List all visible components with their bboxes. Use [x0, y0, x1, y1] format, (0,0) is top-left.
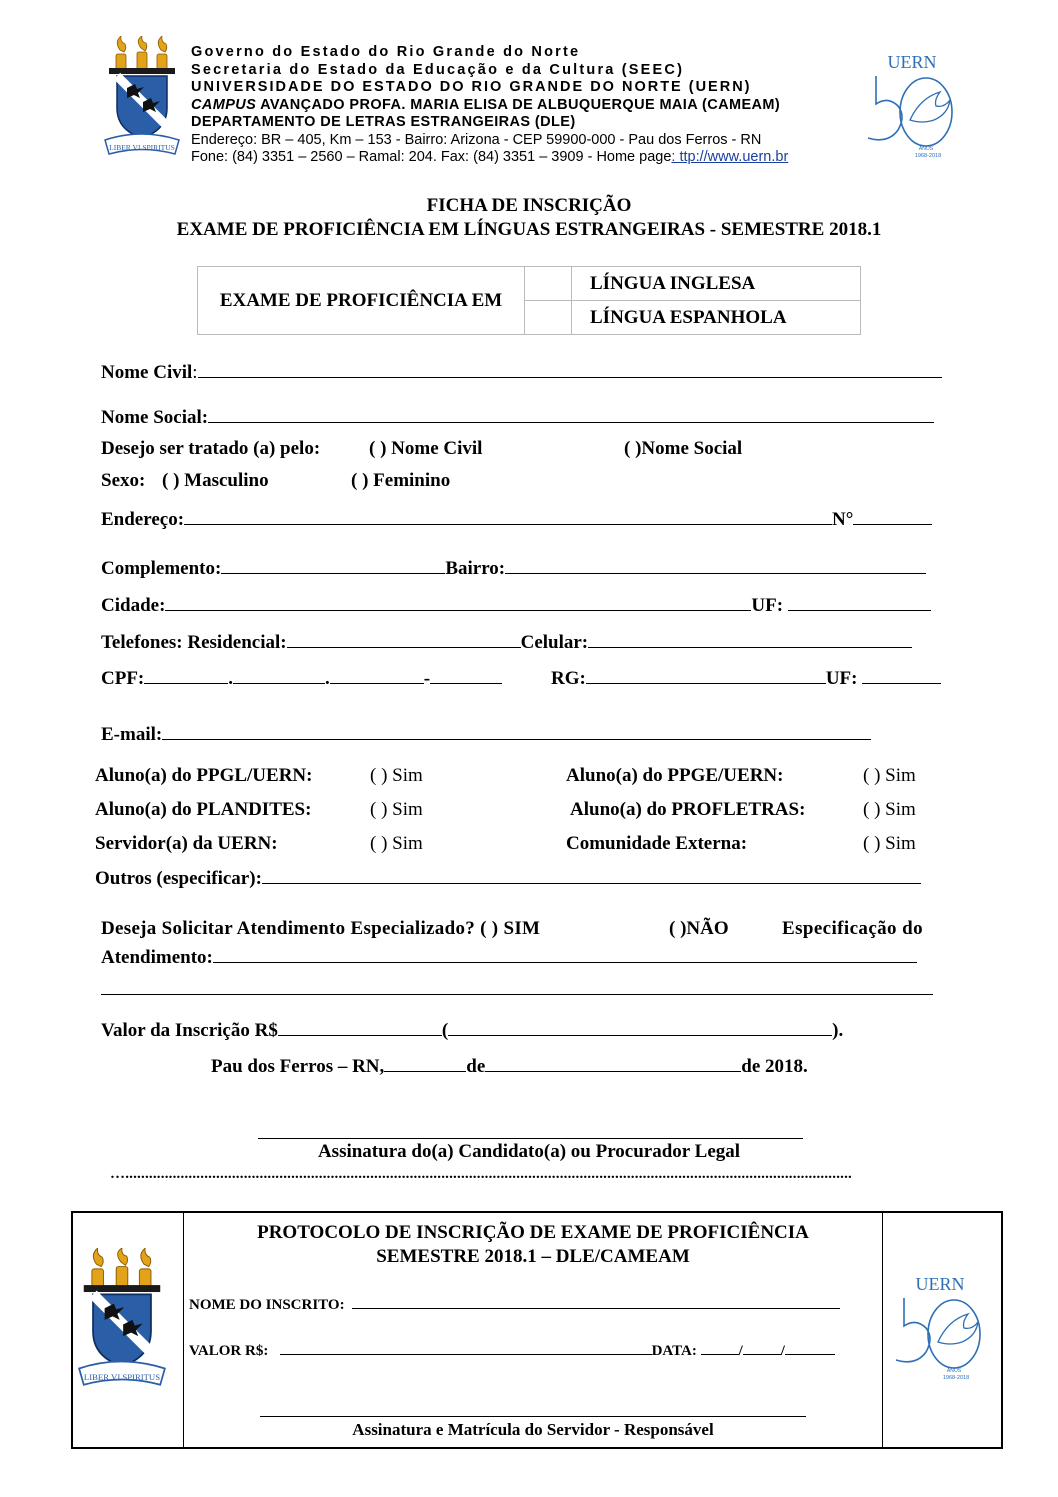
label-sexo: Sexo:: [101, 470, 146, 491]
complemento-field[interactable]: [221, 556, 445, 574]
cpf-part1-field[interactable]: [144, 666, 228, 684]
label-atendimento-question[interactable]: Deseja Solicitar Atendimento Especializado? ( ) SIM: [101, 918, 541, 939]
header-line-departamento: DEPARTAMENTO DE LETRAS ESTRANGEIRAS (DLE): [191, 114, 576, 130]
protocol-row-nome: NOME DO INSCRITO:: [189, 1295, 840, 1314]
protocol-uern-text: UERN: [915, 1274, 965, 1294]
nome-social-field[interactable]: [208, 405, 934, 423]
option-espanhol: LÍNGUA ESPANHOLA: [572, 301, 861, 335]
label-tratado: Desejo ser tratado (a) pelo:: [101, 438, 321, 459]
option-masculino[interactable]: ( ) Masculino: [162, 470, 269, 491]
row-valor: Valor da Inscrição R$ ( ).: [101, 1020, 844, 1041]
option-feminino[interactable]: ( ) Feminino: [351, 470, 451, 491]
protocol-valor-field[interactable]: [280, 1341, 652, 1355]
years-text: 1968-2018: [914, 153, 942, 159]
atendimento-field[interactable]: [213, 945, 917, 963]
nome-civil-field[interactable]: [198, 360, 942, 378]
check-profletras[interactable]: ( ) Sim: [863, 799, 916, 820]
protocol-ano-field[interactable]: [785, 1341, 835, 1355]
telefone-residencial-field[interactable]: [287, 630, 521, 648]
row-complemento: Complemento: Bairro:: [101, 556, 926, 581]
row-endereco: Endereço: N°: [101, 507, 932, 532]
dia-field[interactable]: [384, 1054, 466, 1072]
row-rg: RG: UF:: [551, 666, 941, 691]
option-tratado-social[interactable]: ( )Nome Social: [624, 438, 743, 459]
mes-field[interactable]: [485, 1054, 741, 1072]
protocol-crest-motto: LIBER VI SPIRITUS: [83, 1372, 161, 1383]
row-telefones: Telefones: Residencial: Celular:: [101, 630, 912, 655]
crest-motto: LIBER VI SPIRITUS: [109, 143, 175, 152]
header-line-campus: CAMPUS AVANÇADO PROFA. MARIA ELISA DE ALBUQUERQUE MAIA (CAMEAM): [191, 96, 781, 113]
option-ingles: LÍNGUA INGLESA: [572, 267, 861, 301]
check-ppge[interactable]: ( ) Sim: [863, 765, 916, 786]
protocol-title-line2: SEMESTRE 2018.1 – DLE/CAMEAM: [376, 1246, 690, 1267]
header-line-governo: Governo do Estado do Rio Grande do Norte: [191, 44, 581, 60]
protocol-years-text: 1968-2018: [942, 1375, 970, 1381]
assinatura-candidato-label: Assinatura do(a) Candidato(a) ou Procurador Legal: [317, 1141, 741, 1162]
protocol-mes-field[interactable]: [743, 1341, 781, 1355]
exam-label-cell: EXAME DE PROFICIÊNCIA EM: [198, 267, 525, 335]
protocol-anos-text: ANOS: [946, 1368, 962, 1374]
label-ppgl: Aluno(a) do PPGL/UERN:: [95, 765, 313, 786]
check-ppgl[interactable]: ( ) Sim: [370, 765, 423, 786]
label-profletras: Aluno(a) do PROFLETRAS:: [570, 799, 806, 820]
bairro-field[interactable]: [505, 556, 926, 574]
header-line-universidade: UNIVERSIDADE DO ESTADO DO RIO GRANDE DO NORTE (UERN): [191, 79, 752, 95]
header-line-endereco: Endereço: BR – 405, Km – 153 - Bairro: Arizona - CEP 59900-000 - Pau dos Ferros - RN: [191, 131, 762, 148]
rg-field[interactable]: [586, 666, 826, 684]
protocol-row-valor: VALOR R$: DATA: / /: [189, 1341, 835, 1360]
valor-field[interactable]: [278, 1018, 442, 1036]
protocol-nome-field[interactable]: [352, 1295, 840, 1309]
numero-field[interactable]: [853, 507, 932, 525]
form-title: [0, 194, 1058, 242]
title-exame: EXAME DE PROFICIÊNCIA EM LÍNGUAS ESTRANGEIRAS - SEMESTRE 2018.1: [176, 219, 882, 240]
label-servidor: Servidor(a) da UERN:: [95, 833, 278, 854]
celular-field[interactable]: [588, 630, 912, 648]
protocol-title-line1: PROTOCOLO DE INSCRIÇÃO DE EXAME DE PROFICIÊNCIA: [257, 1222, 809, 1243]
option-atendimento-nao[interactable]: ( )NÃO: [669, 918, 729, 939]
row-atendimento: Atendimento:: [101, 945, 917, 970]
title-ficha: FICHA DE INSCRIÇÃO: [426, 195, 632, 216]
label-comunidade: Comunidade Externa:: [566, 833, 748, 854]
exam-language-table: [197, 266, 861, 335]
row-local-data: Pau dos Ferros – RN, de de 2018.: [211, 1056, 808, 1077]
protocol-divider-right: [882, 1213, 883, 1447]
option-tratado-civil[interactable]: ( ) Nome Civil: [369, 438, 483, 459]
check-servidor[interactable]: ( ) Sim: [370, 833, 423, 854]
label-ppge: Aluno(a) do PPGE/UERN:: [566, 765, 784, 786]
uern-text: UERN: [887, 52, 937, 72]
cut-line: …........................................................................................................................................................................................: [110, 1166, 852, 1182]
cpf-digit-field[interactable]: [430, 666, 502, 684]
protocol-uern-50-logo: [892, 1270, 992, 1386]
row-nome-social: Nome Social:: [101, 405, 934, 430]
row-nome-civil: Nome Civil:: [101, 360, 942, 385]
checkbox-espanhol[interactable]: [525, 301, 572, 335]
atendimento-extra-line[interactable]: [101, 994, 933, 995]
row-cidade: Cidade: UF:: [101, 593, 931, 618]
header-line-fone: Fone: (84) 3351 – 2560 – Ramal: 204. Fax: (84) 3351 – 3909 - Home page: ttp://www.uern.br: [191, 149, 789, 165]
rg-uf-field[interactable]: [862, 666, 941, 684]
email-field[interactable]: [162, 722, 871, 740]
outros-field[interactable]: [262, 866, 921, 884]
label-especificacao: Especificação do: [782, 918, 923, 939]
endereco-field[interactable]: [184, 507, 832, 525]
homepage-link[interactable]: : ttp://www.uern.br: [671, 149, 789, 165]
protocol-crest-logo: [76, 1248, 168, 1394]
protocol-assinatura-line[interactable]: [260, 1416, 806, 1417]
anos-text: ANOS: [918, 146, 934, 152]
cpf-part3-field[interactable]: [330, 666, 424, 684]
header-block: [191, 44, 788, 167]
cidade-uf-field[interactable]: [788, 593, 931, 611]
cidade-field[interactable]: [165, 593, 751, 611]
checkbox-ingles[interactable]: [525, 267, 572, 301]
protocol-assinatura-label: Assinatura e Matrícula do Servidor - Responsável: [352, 1420, 714, 1439]
protocol-title: [184, 1221, 882, 1269]
label-plandites: Aluno(a) do PLANDITES:: [95, 799, 312, 820]
check-plandites[interactable]: ( ) Sim: [370, 799, 423, 820]
uern-50-logo: [862, 50, 962, 162]
row-email: E-mail:: [101, 722, 871, 747]
crest-logo: [103, 36, 181, 162]
assinatura-candidato-line[interactable]: [258, 1138, 803, 1139]
cpf-part2-field[interactable]: [233, 666, 325, 684]
valor-extenso-field[interactable]: [448, 1018, 832, 1036]
row-cpf: CPF: . . -: [101, 666, 502, 691]
protocol-dia-field[interactable]: [701, 1341, 739, 1355]
check-comunidade[interactable]: ( ) Sim: [863, 833, 916, 854]
header-line-secretaria: Secretaria do Estado da Educação e da Cultura (SEEC): [191, 61, 685, 78]
row-outros: Outros (especificar):: [95, 866, 921, 891]
